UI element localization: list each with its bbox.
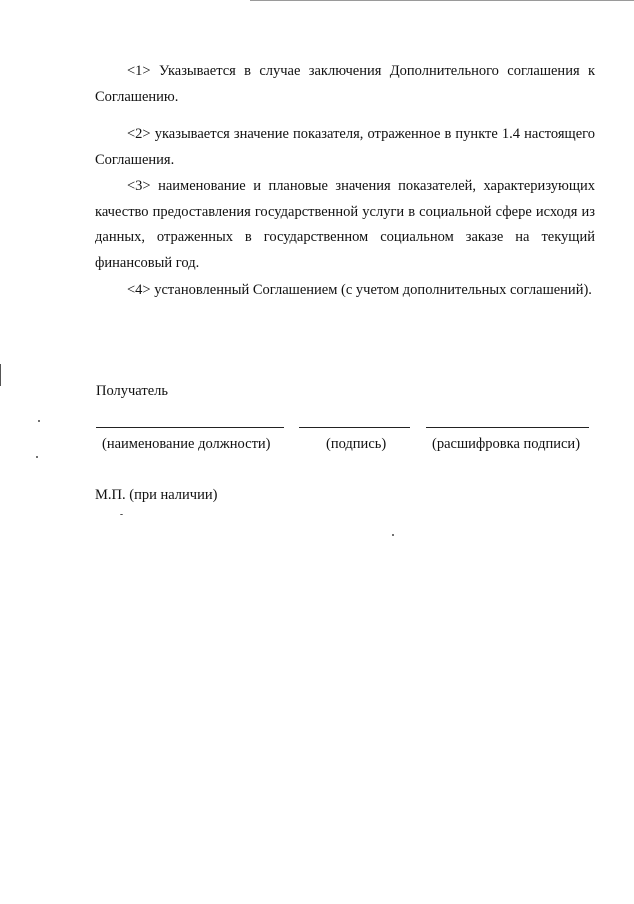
footnote-2 bbox=[95, 122, 595, 173]
footnote-4-marker: <4> bbox=[127, 282, 151, 298]
position-caption: (наименование должности) bbox=[102, 436, 271, 452]
footnote-3 bbox=[95, 174, 595, 276]
footnote-2-marker: <2> bbox=[127, 126, 151, 142]
footnote-1-text: Указывается в случае заключения Дополнительного соглашения к Соглашению. bbox=[95, 63, 596, 105]
scan-edge-line bbox=[250, 0, 634, 1]
footnote-3-text: наименование и плановые значения показателей, характеризующих качество предоставления государственной услуги в социальной сфере исходя из данных, отраженных в государственном социальном заказе на текущий финансовый год. bbox=[95, 178, 595, 271]
decode-caption: (расшифровка подписи) bbox=[432, 436, 581, 452]
stamp-note: М.П. (при наличии) bbox=[95, 487, 218, 503]
scan-speck bbox=[392, 534, 394, 536]
footnote-3-marker: <3> bbox=[127, 178, 151, 194]
footnote-1 bbox=[95, 59, 595, 110]
scan-speck bbox=[120, 514, 123, 515]
footnote-4 bbox=[95, 278, 595, 304]
recipient-label: Получатель bbox=[96, 383, 168, 399]
footnote-2-text: указывается значение показателя, отраженное в пункте 1.4 настоящего Соглашения. bbox=[95, 126, 595, 168]
scan-speck bbox=[36, 456, 38, 458]
scan-edge-mark bbox=[0, 364, 1, 386]
footnote-4-text: установленный Соглашением (с учетом дополнительных соглашений). bbox=[154, 282, 592, 298]
signature-caption: (подпись) bbox=[326, 436, 387, 452]
scan-speck bbox=[38, 420, 40, 422]
decode-signature-line bbox=[426, 427, 589, 428]
position-signature-line bbox=[96, 427, 284, 428]
signature-line bbox=[299, 427, 410, 428]
footnote-1-marker: <1> bbox=[127, 63, 151, 79]
